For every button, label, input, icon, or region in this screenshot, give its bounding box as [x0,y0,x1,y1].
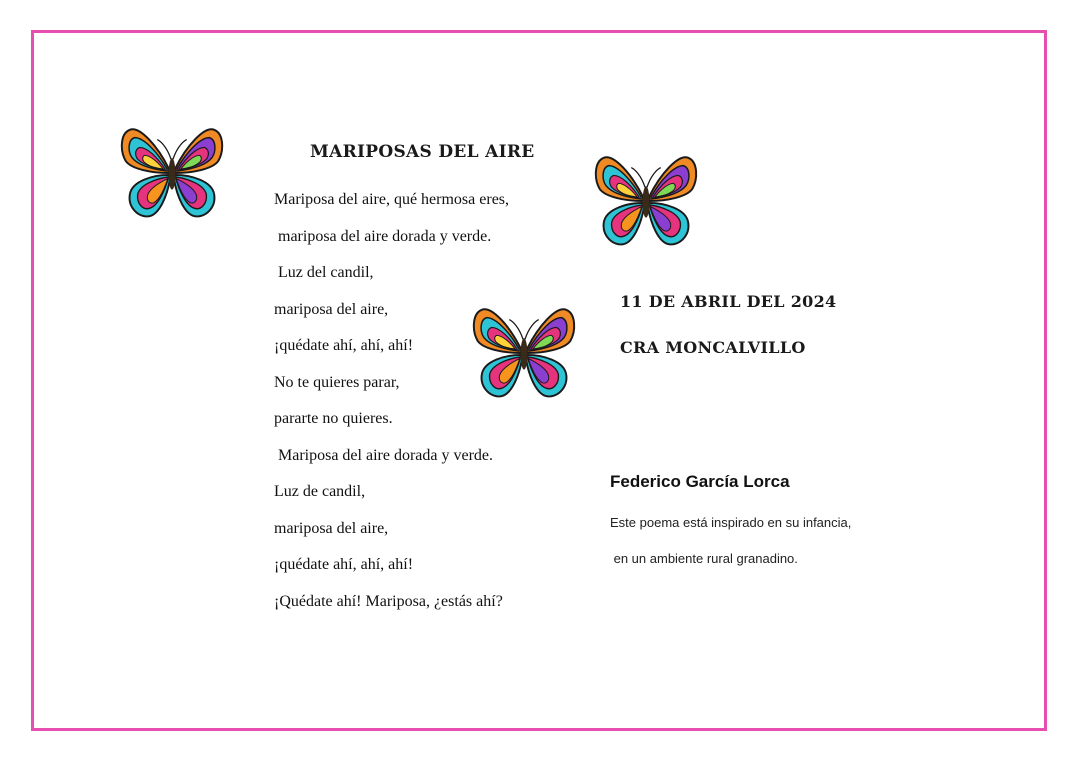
butterfly-icon [116,118,228,226]
poem-line: mariposa del aire, [274,300,389,318]
author-note: Este poema está inspirado en su infancia, [610,515,852,530]
school-name: CRA MONCALVILLO [620,338,806,357]
author-name: Federico García Lorca [610,472,790,491]
poem-line: ¡Quédate ahí! Mariposa, ¿estás ahí? [274,592,503,610]
author-note: en un ambiente rural granadino. [610,551,798,566]
poem-line: ¡quédate ahí, ahí, ahí! [274,556,414,573]
poem-line: No te quieres parar, [274,373,400,391]
poem-line: pararte no quieres. [274,410,393,427]
poem-line: mariposa del aire, [274,519,389,537]
poem-title: MARIPOSAS DEL AIRE [310,142,535,162]
poem-line: Luz del candil, [274,264,374,281]
poem-line: ¡quédate ahí, ahí, ahí! [274,337,414,354]
poem-line: Mariposa del aire, qué hermosa eres, [274,191,510,208]
poem-body [274,189,509,627]
poem-line: mariposa del aire dorada y verde. [274,227,492,245]
poem-line: Mariposa del aire dorada y verde. [274,446,494,464]
poem-line: Luz de candil, [274,483,366,500]
event-date: 11 DE ABRIL DEL 2024 [620,292,837,311]
butterfly-icon [590,146,702,254]
